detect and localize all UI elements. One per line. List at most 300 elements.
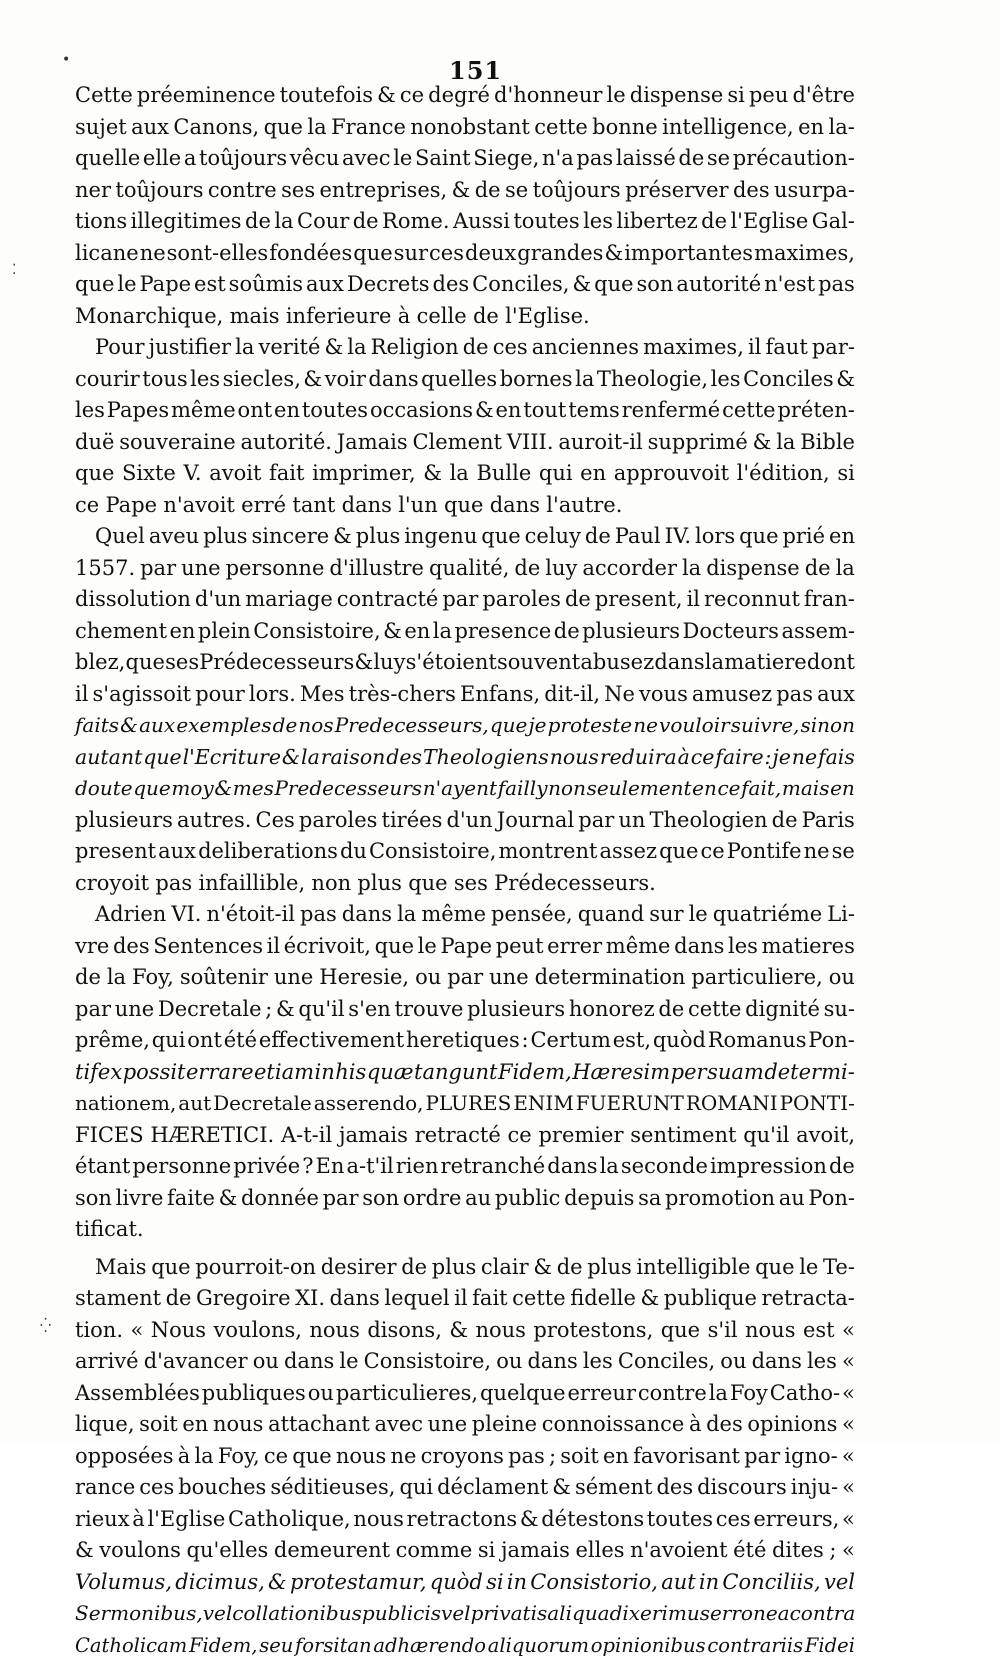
- word: son: [362, 1183, 399, 1215]
- word: erré: [241, 490, 286, 522]
- word: seconde: [621, 1151, 708, 1183]
- word: reduira: [600, 742, 677, 774]
- word: vouloir: [659, 710, 730, 742]
- text-line: [75, 836, 855, 868]
- word: vel: [203, 1598, 233, 1630]
- word: les: [75, 395, 105, 427]
- word: &: [325, 332, 344, 364]
- word: elles: [575, 1535, 624, 1567]
- word: &: [449, 1315, 468, 1347]
- word: il: [748, 332, 761, 364]
- word: Fidem,: [189, 1630, 257, 1661]
- word: les: [711, 364, 741, 396]
- word: précaution-: [733, 143, 855, 175]
- word: fondées: [269, 238, 352, 270]
- word: voulons: [99, 1535, 181, 1567]
- word: autres.: [177, 805, 251, 837]
- word: cette: [688, 994, 742, 1026]
- word: tifex: [75, 1057, 122, 1089]
- word: etiam: [254, 1057, 314, 1089]
- word: paroles: [299, 805, 378, 837]
- word: soit: [560, 1441, 599, 1473]
- word: Clement: [412, 427, 502, 459]
- word: par: [447, 962, 483, 994]
- text-line: [75, 1567, 855, 1599]
- text-line: [75, 1441, 855, 1473]
- word: his: [335, 1057, 366, 1089]
- word: de: [273, 710, 298, 742]
- word: bouches: [178, 1472, 266, 1504]
- text-line: [75, 710, 855, 742]
- word: pas: [776, 679, 813, 711]
- word: dicimus,: [175, 1567, 265, 1599]
- word: Fidei: [805, 1630, 855, 1661]
- word: raison: [321, 742, 386, 774]
- word: Assemblées: [75, 1378, 200, 1410]
- word: dans: [654, 647, 704, 679]
- word: lequel: [384, 1283, 449, 1315]
- word: ne: [792, 742, 817, 774]
- word: favorisant: [633, 1441, 740, 1473]
- word: si: [837, 458, 855, 490]
- word: quand: [578, 899, 644, 931]
- word: Papes: [107, 395, 169, 427]
- word: present,: [595, 584, 683, 616]
- word: la: [575, 364, 594, 396]
- word: en: [830, 773, 855, 805]
- word: particulieres,: [336, 1378, 478, 1410]
- word: ces: [493, 332, 528, 364]
- word: se: [707, 143, 730, 175]
- word: séditieuses,: [270, 1472, 395, 1504]
- word: Theologiens: [423, 742, 549, 774]
- word: Enfans,: [460, 679, 540, 711]
- word: trouve: [395, 994, 464, 1026]
- word: erronea: [710, 1598, 790, 1630]
- word: Pour: [95, 332, 145, 364]
- word: une: [274, 962, 313, 994]
- word: retractons: [407, 1504, 518, 1536]
- word: importantes: [624, 238, 753, 270]
- word: nonobstant: [410, 112, 529, 144]
- word: honorez: [569, 994, 655, 1026]
- word: fait,: [741, 773, 781, 805]
- word: toutes: [513, 206, 579, 238]
- word: ses: [281, 175, 315, 207]
- word: tous: [142, 364, 187, 396]
- word: quæ: [367, 1057, 414, 1089]
- word: Conciles,: [472, 269, 569, 301]
- word: que: [75, 269, 114, 301]
- word: pas: [155, 868, 192, 900]
- word: livre: [116, 1183, 164, 1215]
- text-line: [75, 112, 855, 144]
- word: Conciles,: [618, 1346, 715, 1378]
- word: en: [798, 112, 824, 144]
- text-line: [75, 1183, 855, 1215]
- word: reconnut: [704, 584, 800, 616]
- word: Foy,: [132, 962, 174, 994]
- text-line: [75, 1120, 855, 1152]
- word: degré: [428, 80, 490, 112]
- word: dans: [547, 1151, 597, 1183]
- word: pas: [576, 143, 613, 175]
- word: supprimé: [648, 427, 748, 459]
- word: ont: [238, 395, 273, 427]
- word: toûjours: [533, 175, 621, 207]
- word: &: [214, 773, 232, 805]
- margin-mark: ⁛: [40, 1318, 51, 1334]
- word: d'illustre: [329, 553, 424, 585]
- word: à: [178, 1441, 191, 1473]
- word: son: [637, 269, 674, 301]
- word: stament: [75, 1283, 161, 1315]
- word: anciennes: [532, 332, 639, 364]
- word: lique,: [75, 1409, 135, 1441]
- word: sentiment: [630, 1120, 736, 1152]
- word: particuliere,: [691, 962, 822, 994]
- word: que: [490, 710, 528, 742]
- word: n'avoient: [630, 1535, 727, 1567]
- word: contracté: [337, 584, 439, 616]
- word: Bulle: [476, 458, 531, 490]
- word: Predecesseurs,: [335, 710, 489, 742]
- word: plein: [198, 616, 251, 648]
- word: fait: [269, 458, 304, 490]
- word: été: [224, 1025, 257, 1057]
- word: avec: [342, 143, 391, 175]
- word: sinon: [801, 710, 855, 742]
- text-line: [75, 868, 855, 900]
- word: que: [353, 238, 392, 270]
- word: jamais: [339, 1120, 408, 1152]
- word: illegitimes: [131, 206, 242, 238]
- word: verité: [258, 332, 320, 364]
- word: Siege,: [473, 143, 539, 175]
- word: ce: [691, 742, 715, 774]
- word: la: [705, 647, 724, 679]
- word: ses: [165, 647, 199, 679]
- word: d'être: [792, 80, 855, 112]
- word: Consistoire,: [369, 836, 496, 868]
- word: dispense: [630, 80, 724, 112]
- word: il: [687, 584, 700, 616]
- word: de: [475, 175, 501, 207]
- word: le: [393, 143, 412, 175]
- word: matieres: [762, 931, 855, 963]
- word: d'un: [446, 805, 492, 837]
- word: seulement: [587, 773, 692, 805]
- word: la: [600, 1151, 619, 1183]
- word: dans: [490, 490, 540, 522]
- word: de: [701, 206, 727, 238]
- text-line: [75, 1025, 855, 1057]
- word: quatriéme: [713, 899, 822, 931]
- word: «: [842, 1441, 855, 1473]
- word: en: [404, 616, 430, 648]
- word: Catho-: [770, 1378, 840, 1410]
- word: igno-: [784, 1441, 837, 1473]
- word: il: [267, 931, 280, 963]
- word: ou: [415, 962, 441, 994]
- word: aux: [131, 112, 169, 144]
- word: intelligence,: [662, 112, 794, 144]
- word: que: [481, 521, 520, 553]
- word: ;: [829, 1535, 836, 1567]
- word: ses: [454, 868, 488, 900]
- word: public: [495, 1183, 561, 1215]
- margin-mark: ⁚: [12, 262, 16, 278]
- word: même: [606, 931, 671, 963]
- word: bonne: [592, 112, 658, 144]
- word: que: [126, 647, 165, 679]
- word: Canons,: [173, 112, 259, 144]
- word: n'ayent: [423, 773, 497, 805]
- word: du: [340, 836, 367, 868]
- word: ce: [75, 490, 99, 522]
- word: que: [143, 742, 181, 774]
- word: contra: [790, 1598, 856, 1630]
- word: amusez: [692, 679, 772, 711]
- word: infaillible,: [198, 868, 305, 900]
- word: libertez: [616, 206, 697, 238]
- word: possit: [123, 1057, 186, 1089]
- word: la: [274, 206, 293, 238]
- text-line: [75, 1409, 855, 1441]
- word: lors: [695, 521, 735, 553]
- word: Foy,: [218, 1441, 260, 1473]
- word: asserendo,: [314, 1088, 424, 1120]
- word: Saint: [415, 143, 471, 175]
- word: &: [475, 395, 494, 427]
- word: par: [323, 1183, 359, 1215]
- word: les: [807, 1346, 837, 1378]
- word: par: [744, 1441, 780, 1473]
- word: &: [383, 616, 402, 648]
- word: l'édition,: [737, 458, 830, 490]
- word: aux: [817, 679, 855, 711]
- word: France: [331, 112, 406, 144]
- word: d'avancer: [144, 1346, 248, 1378]
- word: Pape: [106, 490, 158, 522]
- word: abusez: [580, 647, 654, 679]
- word: voir: [325, 364, 366, 396]
- word: demeurent: [274, 1535, 390, 1567]
- word: que: [444, 490, 483, 522]
- word: peu: [749, 80, 788, 112]
- word: Heresie,: [319, 962, 409, 994]
- word: Foy: [730, 1378, 768, 1410]
- word: Volumus,: [75, 1567, 172, 1599]
- text-line: [75, 332, 855, 364]
- word: écrivoit,: [284, 931, 371, 963]
- text-line: [75, 1535, 855, 1567]
- word: matiere: [724, 647, 806, 679]
- word: de: [557, 1252, 583, 1284]
- word: &: [641, 1283, 660, 1315]
- word: qui: [399, 1472, 433, 1504]
- word: à: [689, 1409, 702, 1441]
- text-line: [75, 490, 855, 522]
- word: 1557.: [75, 553, 135, 585]
- word: sincere: [252, 521, 330, 553]
- word: «: [130, 1315, 143, 1347]
- word: erreurs,: [753, 1504, 839, 1536]
- word: aux: [139, 710, 175, 742]
- word: une: [428, 1409, 467, 1441]
- word: &: [533, 1252, 552, 1284]
- word: imprimer,: [312, 458, 416, 490]
- word: PLURES: [425, 1088, 511, 1120]
- word: en: [580, 458, 606, 490]
- word: privée: [233, 1151, 300, 1183]
- word: contrariis: [707, 1630, 803, 1661]
- text-line: [75, 1151, 855, 1183]
- word: une: [181, 553, 220, 585]
- word: même: [421, 899, 486, 931]
- word: auroit-il: [558, 427, 642, 459]
- word: «: [842, 1378, 855, 1410]
- text-line: [75, 395, 855, 427]
- text-line: [75, 679, 855, 711]
- word: n'étoit-il: [207, 899, 296, 931]
- word: ROMANI: [686, 1088, 778, 1120]
- word: que: [755, 1252, 794, 1284]
- word: de: [772, 805, 798, 837]
- word: &: [219, 1183, 238, 1215]
- word: «: [842, 1315, 855, 1347]
- word: sément: [575, 1472, 653, 1504]
- word: Consistoire,: [364, 1346, 491, 1378]
- word: tions: [75, 206, 127, 238]
- word: in: [315, 1057, 335, 1089]
- text-line: [75, 742, 855, 774]
- word: pas: [300, 899, 337, 931]
- word: dans: [368, 364, 418, 396]
- word: publiques: [202, 1378, 306, 1410]
- word: souvent: [497, 647, 580, 679]
- word: quòd: [653, 1025, 706, 1057]
- word: :: [522, 1025, 529, 1057]
- word: &: [333, 521, 352, 553]
- word: «: [842, 1409, 855, 1441]
- word: collationibus: [232, 1598, 362, 1630]
- text-line: [75, 773, 855, 805]
- word: publicis: [362, 1598, 441, 1630]
- word: dans: [527, 1346, 577, 1378]
- word: se: [832, 836, 855, 868]
- word: ces: [139, 1472, 174, 1504]
- word: qu'il: [743, 1120, 789, 1152]
- text-line: [75, 584, 855, 616]
- word: si: [478, 1535, 496, 1567]
- word: dans: [284, 1346, 334, 1378]
- word: &: [572, 269, 591, 301]
- word: en: [496, 395, 522, 427]
- word: dignité: [745, 994, 820, 1026]
- word: opinions: [747, 1409, 837, 1441]
- word: de: [353, 206, 379, 238]
- word: En: [316, 1151, 345, 1183]
- word: le: [418, 931, 437, 963]
- word: de: [401, 1252, 427, 1284]
- word: opinionibus: [591, 1630, 706, 1661]
- word: la: [397, 899, 416, 931]
- word: un: [618, 805, 645, 837]
- word: d'honneur: [494, 80, 602, 112]
- word: tant: [292, 490, 335, 522]
- word: détestons: [541, 1504, 644, 1536]
- word: premier: [538, 1120, 623, 1152]
- word: luy: [373, 647, 405, 679]
- word: le: [339, 1346, 358, 1378]
- word: s'étoient: [406, 647, 497, 679]
- word: &: [836, 364, 855, 396]
- word: suivre,: [731, 710, 800, 742]
- word: PONTI-: [780, 1088, 855, 1120]
- word: renfermé: [622, 395, 721, 427]
- word: errer: [547, 931, 602, 963]
- word: Li-: [827, 899, 855, 931]
- word: connoissance: [542, 1409, 685, 1441]
- word: fait: [472, 1283, 507, 1315]
- word: nous: [309, 1315, 359, 1347]
- word: des: [386, 742, 422, 774]
- text-line: [75, 647, 855, 679]
- word: aliquorum: [488, 1630, 589, 1661]
- word: peut: [496, 931, 544, 963]
- text-line: [75, 553, 855, 585]
- word: &: [303, 364, 322, 396]
- word: Hæresim: [572, 1057, 670, 1089]
- word: avoit: [209, 458, 261, 490]
- word: d'un: [195, 584, 241, 616]
- word: la: [307, 112, 326, 144]
- word: quelles: [421, 364, 497, 396]
- word: Sermonibus,: [75, 1598, 203, 1630]
- word: préten-: [777, 395, 854, 427]
- word: la: [836, 553, 855, 585]
- word: Conciles: [743, 364, 834, 396]
- word: pas: [818, 269, 855, 301]
- word: été: [733, 1535, 766, 1567]
- word: failly: [498, 773, 548, 805]
- word: par: [578, 805, 614, 837]
- word: en: [170, 616, 196, 648]
- word: blez,: [75, 647, 125, 679]
- word: dans: [342, 899, 392, 931]
- word: il: [75, 679, 88, 711]
- word: dispense: [706, 553, 800, 585]
- word: ENIM: [513, 1088, 573, 1120]
- word: Te-: [823, 1252, 855, 1284]
- text-line: [75, 364, 855, 396]
- word: si: [486, 1567, 504, 1599]
- text-line: [75, 1283, 855, 1315]
- word: grandes: [517, 238, 603, 270]
- word: Prédecesseurs.: [494, 868, 656, 900]
- word: autorité: [676, 269, 761, 301]
- word: si: [727, 80, 745, 112]
- word: que: [292, 1441, 331, 1473]
- word: une: [115, 994, 154, 1026]
- word: Pon-: [808, 1025, 855, 1057]
- word: Rome.: [382, 206, 449, 238]
- text-line: [75, 616, 855, 648]
- word: &: [552, 1472, 571, 1504]
- word: faits: [75, 710, 119, 742]
- word: mariage: [245, 584, 333, 616]
